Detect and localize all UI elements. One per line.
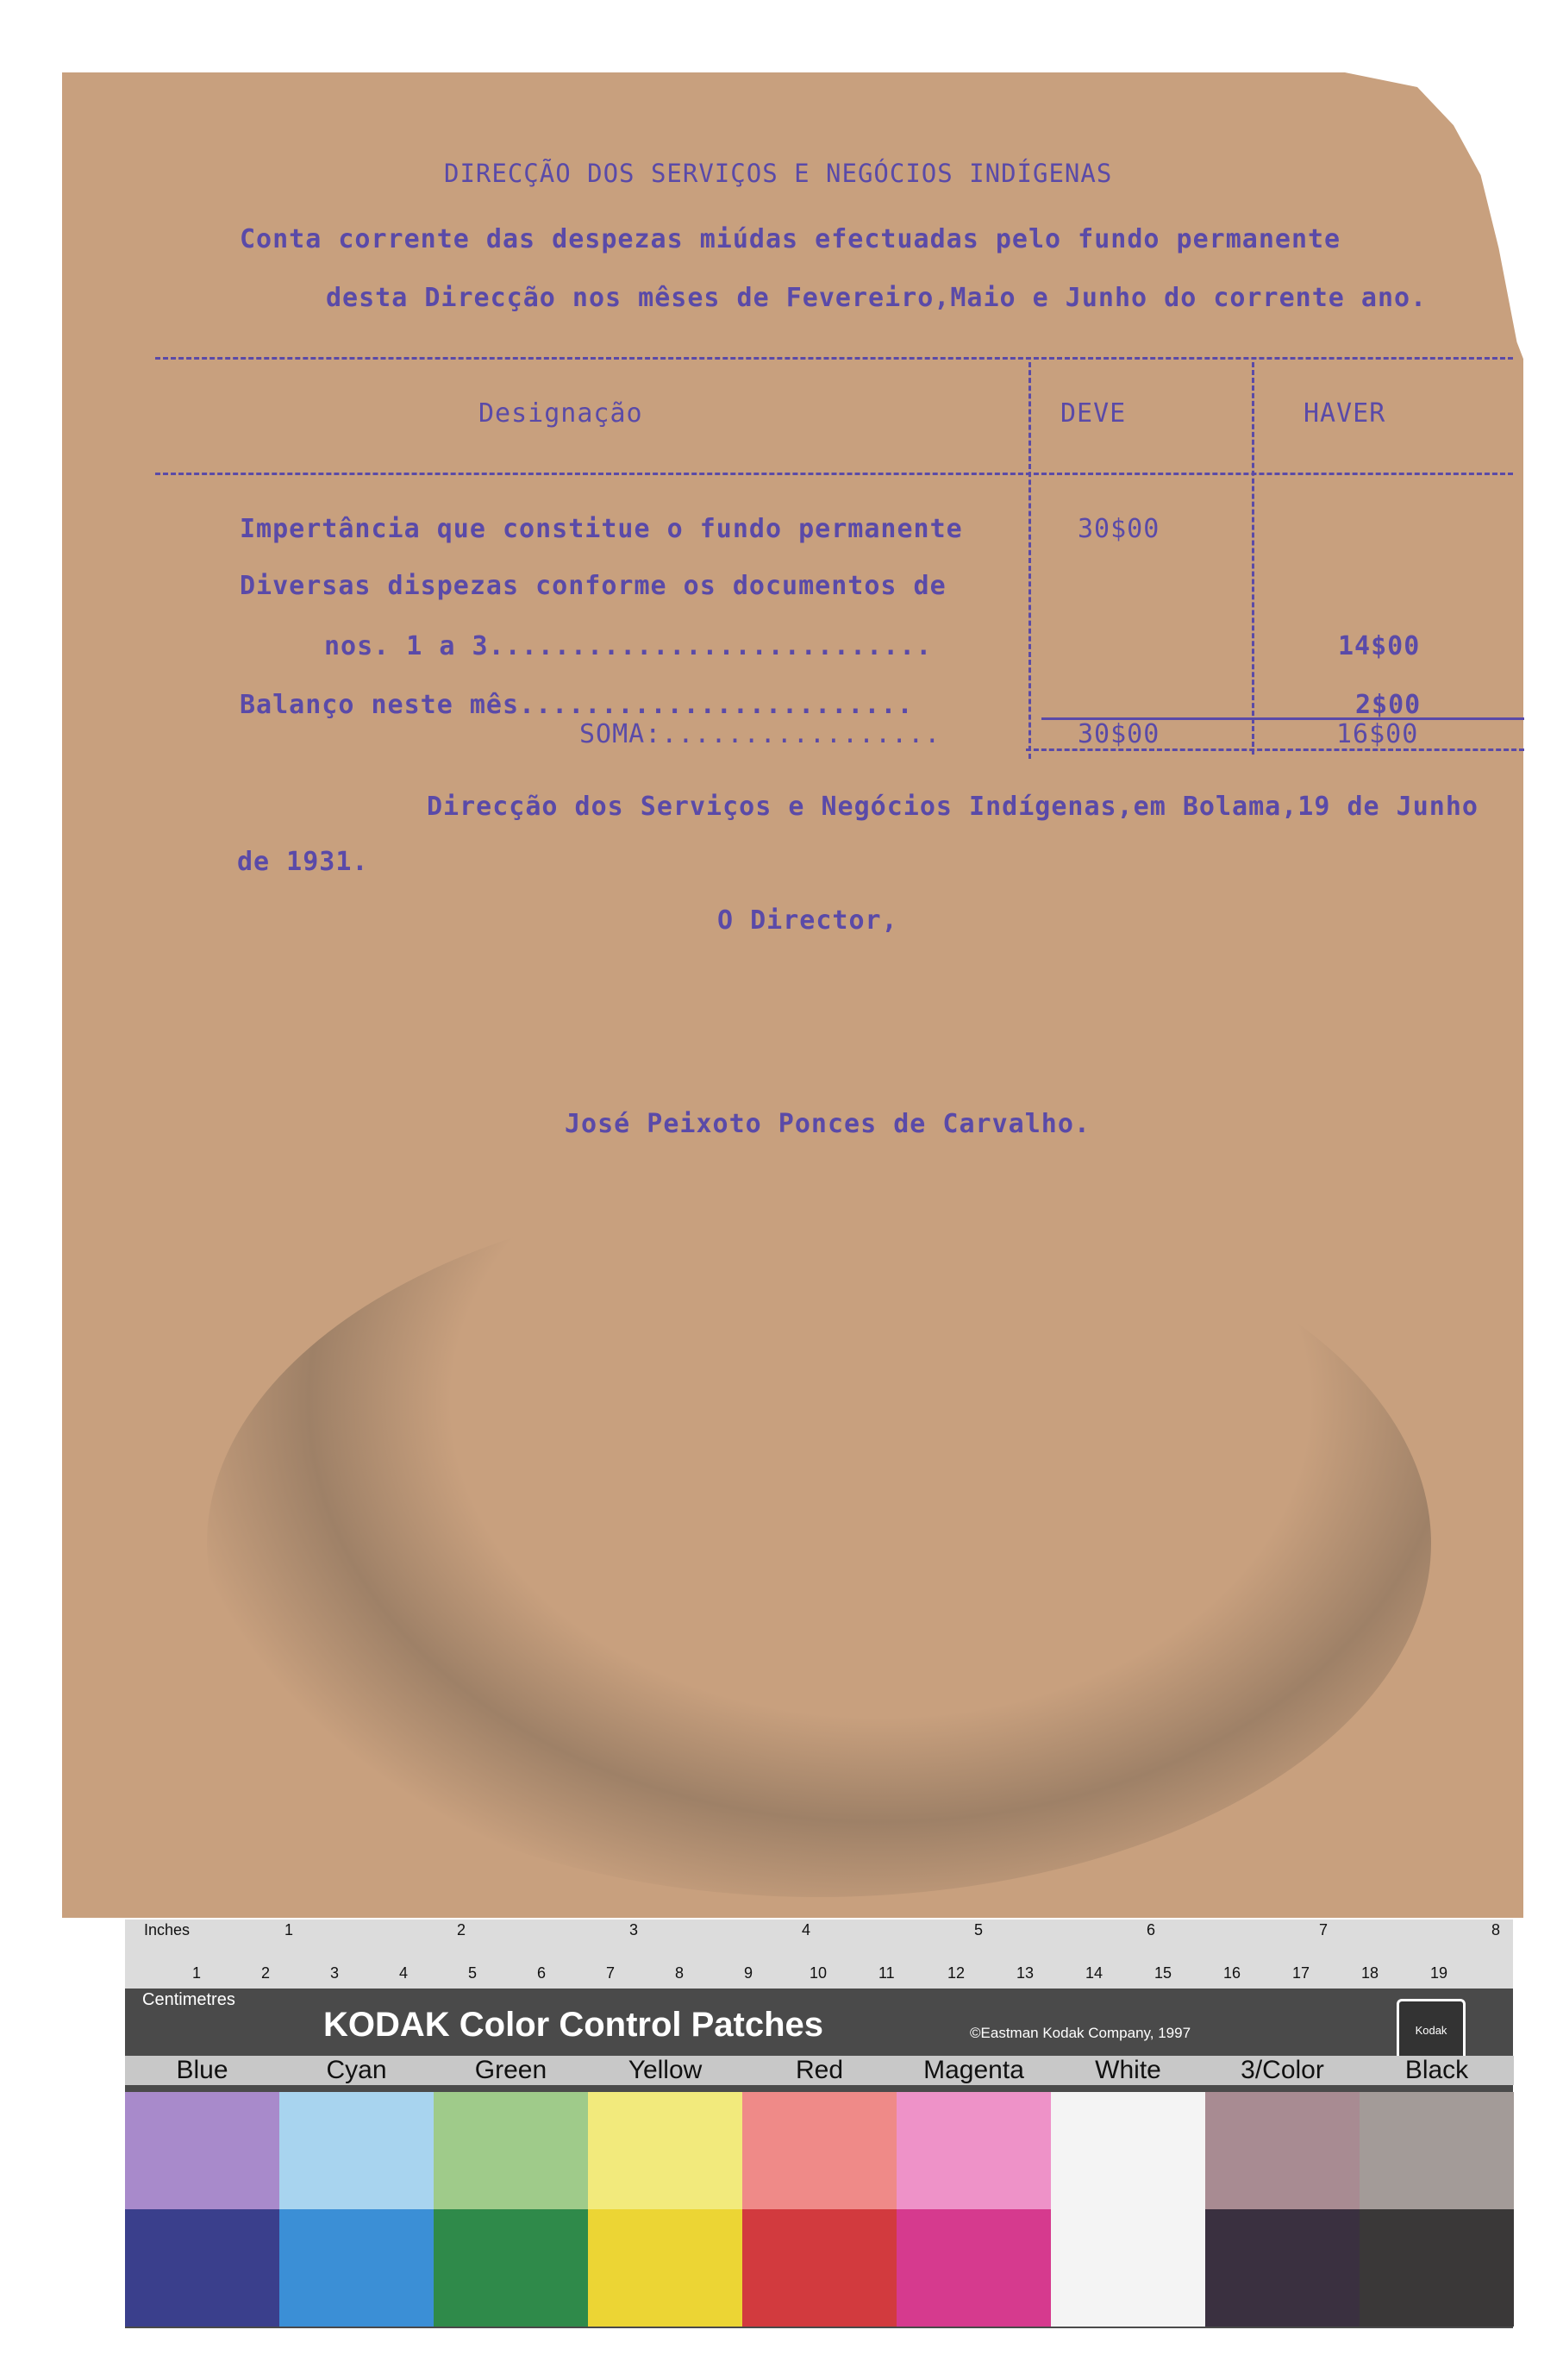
soma-label: SOMA:.................	[579, 719, 941, 749]
cm-number: 15	[1154, 1964, 1172, 1982]
patch-dark-green	[434, 2209, 588, 2327]
cm-number: 3	[330, 1964, 340, 1982]
cm-number: 10	[810, 1964, 828, 1982]
patch-label-magenta: Magenta	[897, 2056, 1051, 2085]
row-1-deve: 30$00	[1078, 514, 1160, 544]
inch-number: 5	[974, 1921, 984, 1938]
water-stain	[207, 1190, 1431, 1897]
cm-number: 18	[1361, 1964, 1379, 1982]
patch-dark-magenta	[897, 2209, 1051, 2327]
patch-light-cyan	[279, 2092, 434, 2209]
inch-number: 3	[629, 1921, 639, 1938]
cm-number: 1	[192, 1964, 202, 1982]
kodak-title: KODAK Color Control Patches	[323, 2006, 824, 2044]
patch-light-green	[434, 2092, 588, 2209]
patch-dark-black	[1360, 2209, 1514, 2327]
row-1-text: Impertância que constitue o fundo permanente	[240, 514, 963, 544]
signature-name: José Peixoto Ponces de Carvalho.	[565, 1109, 1091, 1139]
patch-dark-red	[742, 2209, 897, 2327]
kodak-logo: Kodak	[1397, 1999, 1466, 2061]
cm-number: 2	[261, 1964, 271, 1982]
patch-label-3-color: 3/Color	[1205, 2056, 1360, 2085]
row-4-haver: 2$00	[1355, 690, 1422, 720]
cm-number: 12	[947, 1964, 966, 1982]
cm-number: 6	[537, 1964, 547, 1982]
cm-number: 11	[878, 1964, 895, 1982]
col-designacao-header: Designação	[478, 398, 643, 429]
inch-number: 1	[284, 1921, 294, 1938]
patch-dark-white	[1051, 2209, 1205, 2327]
patch-light-magenta	[897, 2092, 1051, 2209]
inch-number: 6	[1147, 1921, 1156, 1938]
color-patches	[125, 1920, 1513, 2328]
inch-number: 7	[1319, 1921, 1329, 1938]
soma-deve: 30$00	[1078, 719, 1160, 749]
cm-number: 7	[606, 1964, 616, 1982]
patch-label-black: Black	[1360, 2056, 1514, 2085]
document-header: DIRECÇÃO DOS SERVIÇOS E NEGÓCIOS INDÍGENAS	[444, 159, 1113, 188]
patch-light-red	[742, 2092, 897, 2209]
patch-light-blue	[125, 2092, 279, 2209]
table-divider-2	[1252, 362, 1254, 755]
table-divider-1	[1028, 362, 1031, 759]
soma-haver: 16$00	[1336, 719, 1419, 749]
cm-number: 5	[468, 1964, 478, 1982]
kodak-color-strip	[125, 1920, 1513, 2328]
patch-light-yellow	[588, 2092, 742, 2209]
row-2-text: Diversas dispezas conforme os documentos de	[240, 571, 947, 601]
table-top-rule	[155, 357, 1513, 360]
row-4-text: Balanço neste mês........................	[240, 690, 914, 720]
patch-label-blue: Blue	[125, 2056, 279, 2085]
cm-number: 4	[399, 1964, 409, 1982]
col-haver-header: HAVER	[1304, 398, 1386, 429]
kodak-copyright: ©Eastman Kodak Company, 1997	[970, 2025, 1191, 2041]
patch-light-white	[1051, 2092, 1205, 2209]
closing-line-2: de 1931.	[237, 847, 369, 877]
patch-label-cyan: Cyan	[279, 2056, 434, 2085]
patch-label-yellow: Yellow	[588, 2056, 742, 2085]
cm-number: 14	[1085, 1964, 1103, 1982]
cm-number: 9	[744, 1964, 753, 1982]
inches-label: Inches	[144, 1921, 191, 1938]
subtitle-line-2: desta Direcção nos mêses de Fevereiro,Maio e Junho do corrente ano.	[326, 283, 1428, 313]
closing-line-1: Direcção dos Serviços e Negócios Indígenas,em Bolama,19 de Junho	[427, 792, 1479, 822]
patch-dark-cyan	[279, 2209, 434, 2327]
inch-number: 4	[802, 1921, 811, 1938]
inch-number: 8	[1491, 1921, 1501, 1938]
centimetres-label: Centimetres	[142, 1990, 235, 2009]
cm-number: 19	[1430, 1964, 1448, 1982]
cm-number: 17	[1292, 1964, 1310, 1982]
patch-light-black	[1360, 2092, 1514, 2209]
table-header-rule	[155, 473, 1513, 475]
row-3-haver: 14$00	[1338, 631, 1421, 661]
patch-label-red: Red	[742, 2056, 897, 2085]
cm-number: 13	[1016, 1964, 1035, 1982]
table-bottom-rule	[1026, 748, 1524, 751]
patch-label-white: White	[1051, 2056, 1205, 2085]
row-3-text: nos. 1 a 3...........................	[324, 631, 933, 661]
patch-dark-yellow	[588, 2209, 742, 2327]
signoff: O Director,	[717, 905, 898, 936]
patch-dark-3-color	[1205, 2209, 1360, 2327]
cm-number: 16	[1223, 1964, 1241, 1982]
subtitle-line-1: Conta corrente das despezas miúdas efectuadas pelo fundo permanente	[240, 224, 1341, 254]
cm-number: 8	[675, 1964, 685, 1982]
col-deve-header: DEVE	[1060, 398, 1127, 429]
patch-dark-blue	[125, 2209, 279, 2327]
patch-label-green: Green	[434, 2056, 588, 2085]
patch-light-3-color	[1205, 2092, 1360, 2209]
inch-number: 2	[457, 1921, 466, 1938]
